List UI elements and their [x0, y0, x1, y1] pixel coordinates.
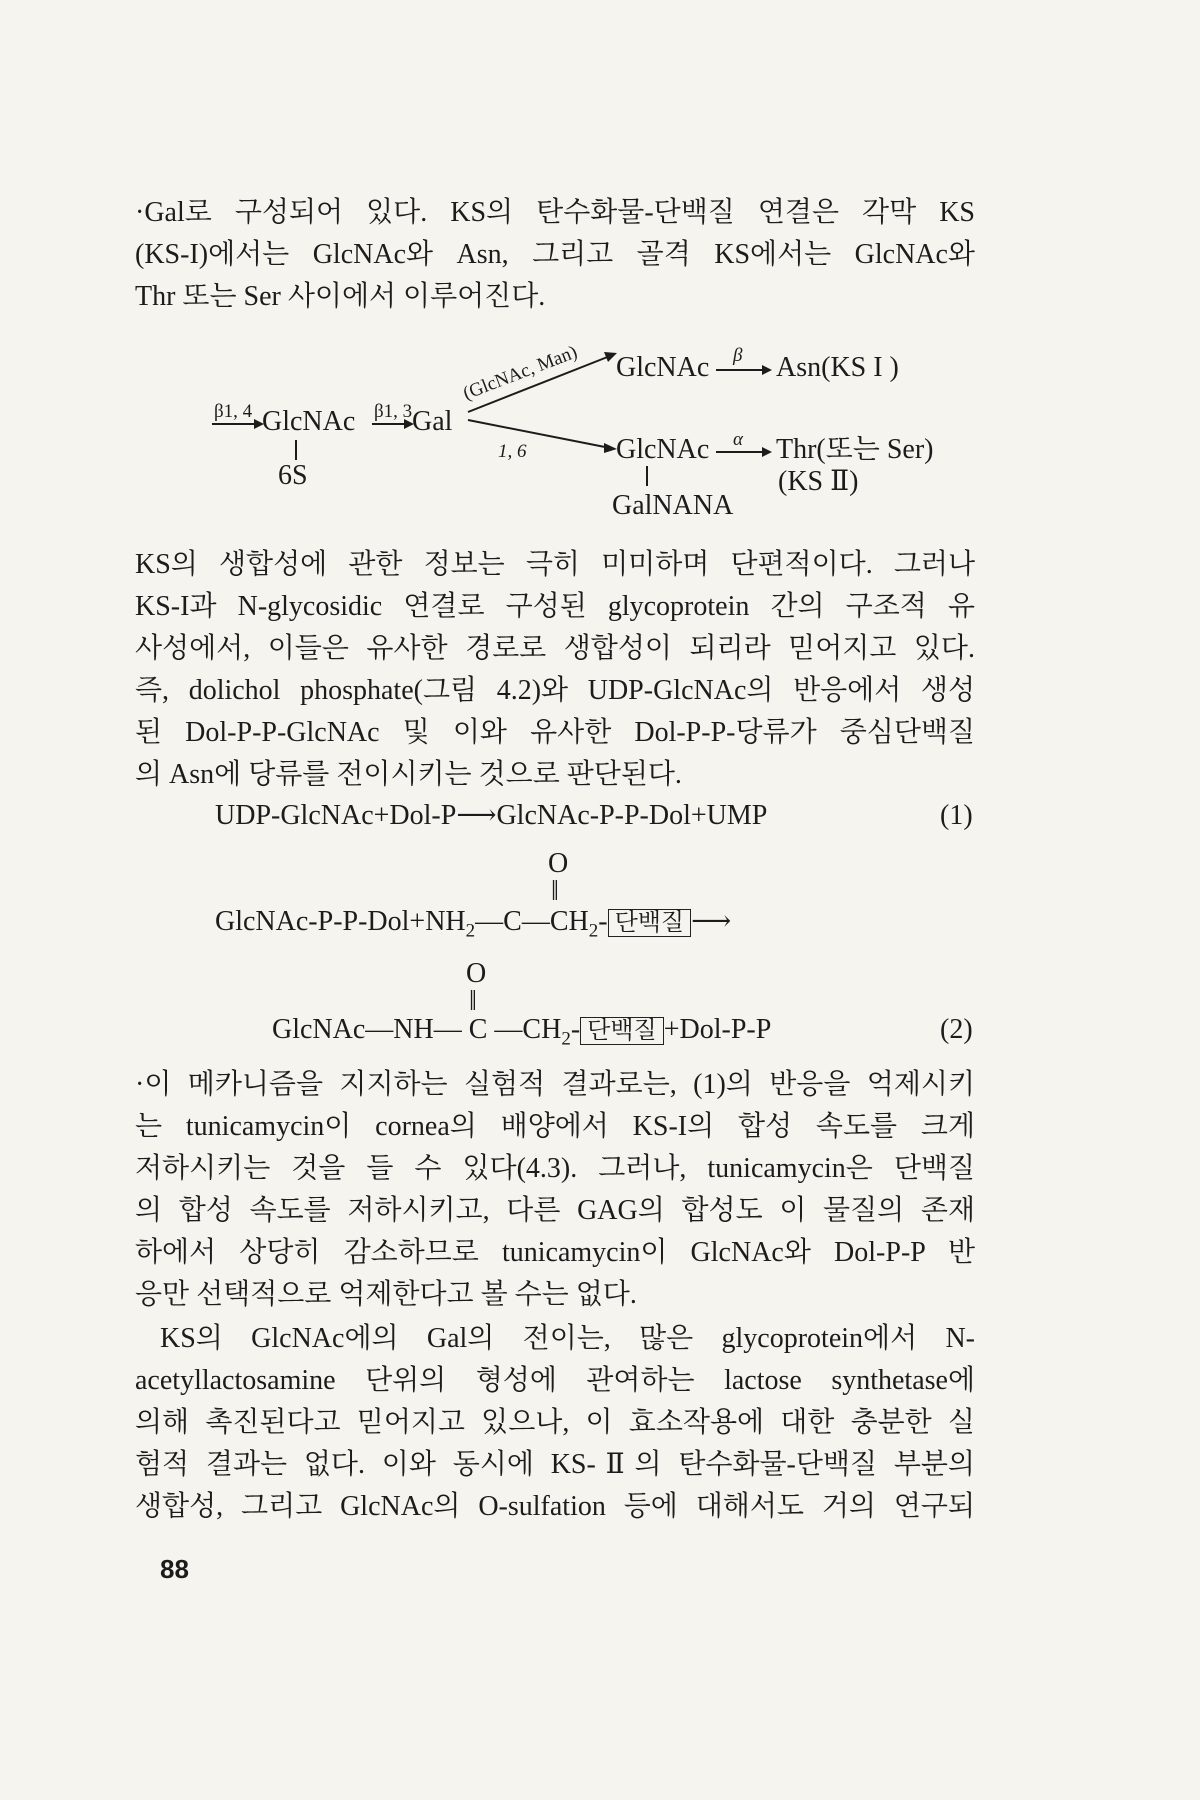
galnana-label: GalNANA — [612, 490, 734, 521]
alpha-label: α — [733, 429, 743, 450]
text-line: 사성에서, 이들은 유사한 경로로 생합성이 되리라 믿어지고 있다. — [135, 633, 975, 664]
equation-1-text: UDP-GlcNAc+Dol-P⟶GlcNAc-P-P-Dol+UMP — [215, 800, 768, 831]
text-line: KS-I과 N-glycosidic 연결로 구성된 glycoprotein 간의 구조적 유 — [135, 591, 975, 622]
text-line: 저하시키는 것을 들 수 있다(4.3). 그러나, tunicamycin은 단백질 — [135, 1153, 975, 1184]
text-line: 는 tunicamycin이 cornea의 배양에서 KS-I의 합성 속도를 크게 — [135, 1111, 975, 1142]
text-line: ·이 메카니즘을 지지하는 실험적 결과로는, (1)의 반응을 억제시키 — [135, 1069, 975, 1100]
lower-branch-label: 1, 6 — [498, 441, 527, 462]
equation-2-number: (2) — [940, 1014, 973, 1045]
beta-1-4-label: β1, 4 — [214, 401, 253, 422]
text-line: 된 Dol-P-P-GlcNAc 및 이와 유사한 Dol-P-P-당류가 중심단백질 — [135, 717, 975, 748]
text-line: 생합성, 그리고 GlcNAc의 O-sulfation 등에 대해서도 거의 연구되 — [135, 1491, 975, 1522]
page-number: 88 — [160, 1554, 189, 1584]
text-line: 의해 촉진된다고 믿어지고 있으나, 이 효소작용에 대한 충분한 실 — [135, 1407, 975, 1438]
text-line: 험적 결과는 없다. 이와 동시에 KS-Ⅱ의 탄수화물-단백질 부분의 — [135, 1449, 975, 1480]
beta-1-3-label: β1, 3 — [374, 401, 413, 422]
thr-ser-label: Thr(또는 Ser) — [776, 434, 934, 465]
text-line: Thr 또는 Ser 사이에서 이루어진다. — [135, 281, 546, 312]
lower-glcnac-label: GlcNAc — [616, 434, 710, 465]
scheme-arrows — [0, 0, 1200, 560]
beta-label: β — [733, 345, 743, 366]
double-bond: ‖ — [469, 986, 477, 1017]
text-line: KS의 GlcNAc에의 Gal의 전이는, 많은 glycoprotein에서 N- — [160, 1323, 975, 1354]
double-bond: ‖ — [551, 876, 559, 907]
text-line: 의 합성 속도를 저하시키고, 다른 GAG의 합성도 이 물질의 존재 — [135, 1195, 975, 1226]
carbonyl-oxygen: O — [548, 848, 569, 879]
text-line: 하에서 상당히 감소하므로 tunicamycin이 GlcNAc와 Dol-P-P 반 — [135, 1237, 975, 1268]
text-line: 응만 선택적으로 억제한다고 볼 수는 없다. — [135, 1279, 637, 1310]
ks2-label: (KS Ⅱ) — [778, 466, 859, 497]
sulfate-6s-label: 6S — [278, 460, 308, 491]
gal-label: Gal — [412, 406, 453, 437]
protein-box: 단백질 — [580, 1017, 664, 1045]
protein-box: 단백질 — [608, 909, 692, 937]
text-line: 의 Asn에 당류를 전이시키는 것으로 판단된다. — [135, 759, 682, 790]
text-line: (KS-I)에서는 GlcNAc와 Asn, 그리고 골격 KS에서는 GlcNAc와 — [135, 239, 975, 270]
reaction-arrow: ⟶ — [691, 906, 732, 937]
upper-glcnac-label: GlcNAc — [616, 352, 710, 383]
equation-1-number: (1) — [940, 800, 973, 831]
equation-2b-text: GlcNAc—NH— C $—CH_2-$ 단백질 +Dol-P-P — [272, 1014, 772, 1050]
glcnac-left-label: GlcNAc — [262, 406, 356, 437]
asn-ks1-label: Asn(KS I ) — [776, 352, 899, 383]
equation-2a-text: GlcNAc-$P-P-Dol+NH_2—C—CH_2-$ 단백질 ⟶ — [215, 906, 732, 942]
text-line: KS의 생합성에 관한 정보는 극히 미미하며 단편적이다. 그러나 — [135, 549, 975, 580]
upper-branch-label: (GlcNAc, Man) — [460, 341, 581, 405]
text-line: 즉, dolichol phosphate(그림 4.2)와 UDP-GlcNAc의 반응에서 생성 — [135, 675, 975, 706]
carbonyl-oxygen: O — [466, 958, 487, 989]
text-line: ·Gal로 구성되어 있다. KS의 탄수화물-단백질 연결은 각막 KS — [135, 197, 975, 228]
text-line: acetyllactosamine 단위의 형성에 관여하는 lactose synthetase에 — [135, 1365, 975, 1396]
